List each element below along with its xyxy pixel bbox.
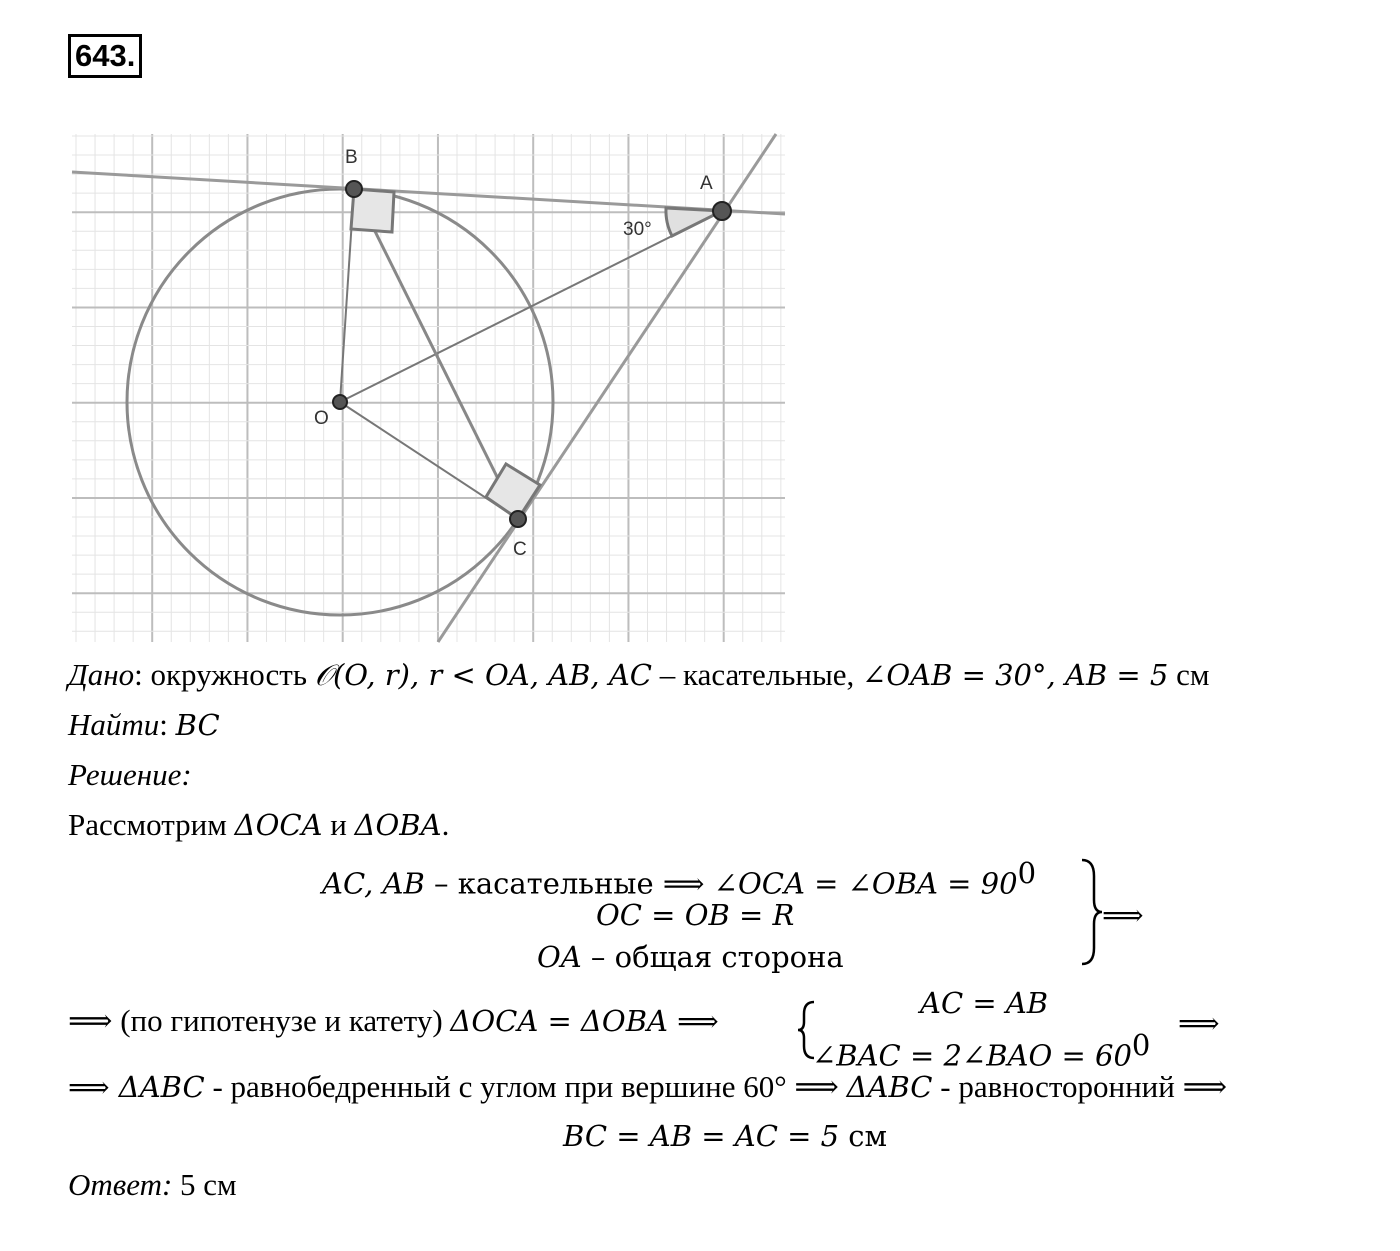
answer-line <box>68 1165 237 1205</box>
line2-sys-row2: ∠BAC = 2∠BAO = $60^0$ <box>812 1028 1151 1073</box>
consider-text: Рассмотрим <box>68 807 227 842</box>
construction <box>72 134 785 642</box>
consider-and: и <box>330 807 347 842</box>
consider-t2: ΔOBA <box>354 808 442 842</box>
line2-end: ⟹ <box>1178 1006 1220 1040</box>
label-c: C <box>513 539 527 560</box>
problem-number: 643. <box>68 34 142 78</box>
line2: ⟹ (по гипотенузе и катету) ΔOCA = ΔOBA ⟹ <box>68 1003 719 1038</box>
find-label: Найти <box>68 707 160 742</box>
point-o <box>333 395 347 409</box>
consider-line: Рассмотрим ΔOCA и ΔOBA. <box>68 807 450 842</box>
point-b <box>346 181 362 197</box>
point-c <box>510 511 526 527</box>
consider-t1: ΔOCA <box>234 808 323 842</box>
given-line: Дано: окружность 𝒪(O, r), r < OA, AB, AC – касательные, ∠OAB = 30°, AB = 5 см <box>68 657 1210 692</box>
label-a: A <box>700 173 713 194</box>
system1-implies: ⟹ <box>1102 898 1144 932</box>
answer-value: 5 см <box>172 1167 237 1202</box>
given-label: Дано <box>68 657 135 692</box>
line2-sys-row1: AC = AB <box>920 986 1049 1020</box>
find-line: Найти: BC <box>68 707 220 742</box>
solution-label: Решение: <box>68 757 192 792</box>
label-angle-30: 30° <box>623 219 652 240</box>
find-value: BC <box>175 708 220 742</box>
line3: ⟹ ΔABC - равнобедренный с углом при вершине 60° ⟹ ΔABC - равносторонний ⟹ <box>68 1069 1228 1104</box>
given-math1: 𝒪(O, r), r < OA, AB, AC <box>314 658 652 692</box>
system1-row1: AC, AB – касательные ⟹ ∠OCA = ∠OBA = $90^0$ <box>322 856 1037 901</box>
system1-row3: OA – общая сторона <box>537 940 844 974</box>
point-a <box>713 202 731 220</box>
segment-bc <box>354 189 518 519</box>
answer-label: Ответ: <box>68 1167 173 1202</box>
system1-row2: OC = OB = R <box>596 898 795 932</box>
label-o: O <box>314 408 329 429</box>
label-b: B <box>345 147 358 168</box>
right-brace <box>1076 856 1104 968</box>
given-unit: см <box>1176 657 1210 692</box>
given-text1: окружность <box>150 657 307 692</box>
given-text2: – касательные, <box>659 657 855 692</box>
result-line: BC = AB = AC = 5 см <box>563 1119 888 1153</box>
given-math2: ∠OAB = 30°, AB = 5 <box>862 658 1169 692</box>
